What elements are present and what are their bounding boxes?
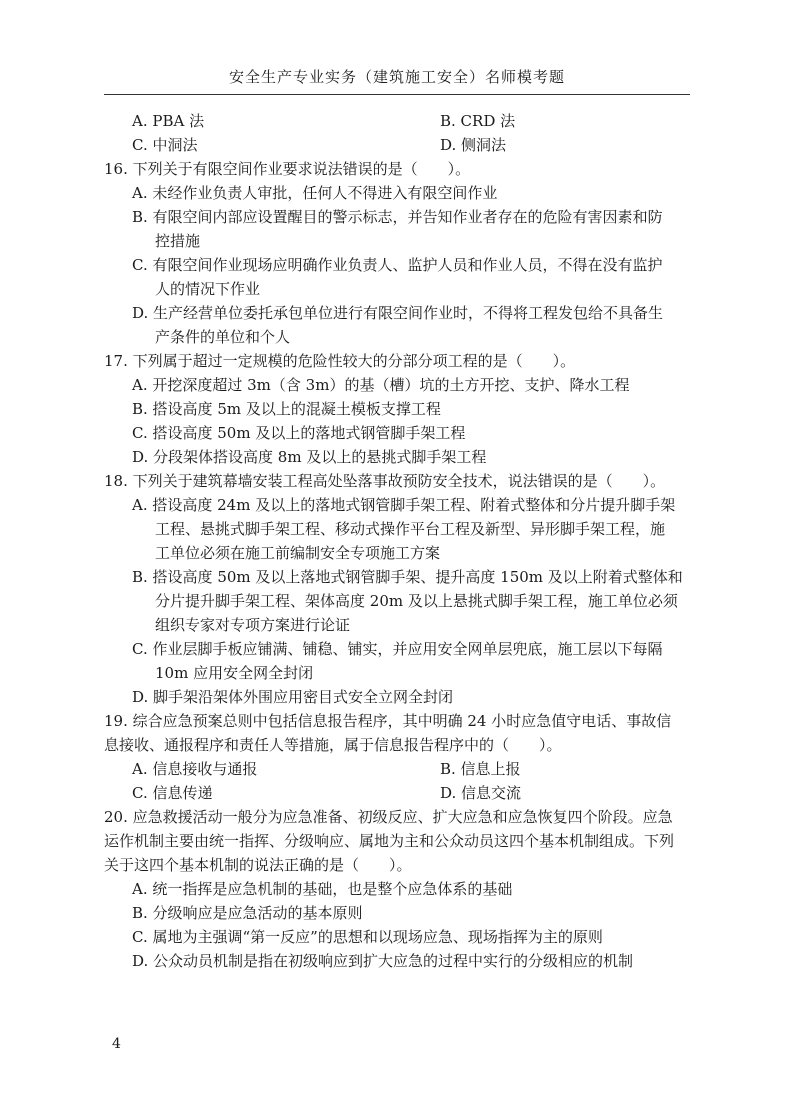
q15-option-d: D. 侧洞法 bbox=[440, 136, 507, 154]
q18-option-b-line3: 组织专家对专项方案进行论证 bbox=[155, 616, 351, 634]
q19-option-c: C. 信息传递 bbox=[132, 784, 213, 802]
q15-option-a: A. PBA 法 bbox=[132, 112, 205, 130]
q16-option-c-line2: 人的情况下作业 bbox=[155, 280, 261, 298]
q18-option-a-line1: A. 搭设高度 24m 及以上的落地式钢管脚手架工程、附着式整体和分片提升脚手架 bbox=[132, 496, 676, 514]
q20-option-d: D. 公众动员机制是指在初级响应到扩大应急的过程中实行的分级相应的机制 bbox=[132, 952, 634, 970]
q19-option-a: A. 信息接收与通报 bbox=[132, 760, 258, 778]
q16-option-d-line2: 产条件的单位和个人 bbox=[155, 328, 291, 346]
q16-option-a: A. 未经作业负责人审批，任何人不得进入有限空间作业 bbox=[132, 184, 498, 202]
q20-option-c: C. 属地为主强调“第一反应”的思想和以现场应急、现场指挥为主的原则 bbox=[132, 928, 603, 946]
q18-option-a-line3: 工单位必须在施工前编制安全专项施工方案 bbox=[155, 544, 441, 562]
q20-stem-line1: 20. 应急救援活动一般分为应急准备、初级反应、扩大应急和应急恢复四个阶段。应急 bbox=[104, 808, 673, 826]
q18-option-b-line2: 分片提升脚手架工程、架体高度 20m 及以上悬挑式脚手架工程，施工单位必须 bbox=[155, 592, 678, 610]
q18-option-d: D. 脚手架沿架体外围应用密目式安全立网全封闭 bbox=[132, 688, 454, 706]
q17-stem: 17. 下列属于超过一定规模的危险性较大的分部分项工程的是（ ）。 bbox=[104, 352, 576, 370]
q15-option-b: B. CRD 法 bbox=[440, 112, 516, 130]
q16-option-b-line2: 控措施 bbox=[155, 232, 201, 250]
q20-option-a: A. 统一指挥是应急机制的基础，也是整个应急体系的基础 bbox=[132, 880, 513, 898]
q17-option-c: C. 搭设高度 50m 及以上的落地式钢管脚手架工程 bbox=[132, 424, 466, 442]
q20-stem-line3: 关于这四个基本机制的说法正确的是（ ）。 bbox=[104, 856, 412, 874]
q20-stem-line2: 运作机制主要由统一指挥、分级响应、属地为主和公众动员这四个基本机制组成。下列 bbox=[104, 832, 675, 850]
header-divider bbox=[104, 94, 690, 95]
q16-option-c-line1: C. 有限空间作业现场应明确作业负责人、监护人员和作业人员，不得在没有监护 bbox=[132, 256, 663, 274]
q18-option-a-line2: 工程、悬挑式脚手架工程、移动式操作平台工程及新型、异形脚手架工程，施 bbox=[155, 520, 666, 538]
q17-option-d: D. 分段架体搭设高度 8m 及以上的悬挑式脚手架工程 bbox=[132, 448, 487, 466]
q18-option-c-line1: C. 作业层脚手板应铺满、铺稳、铺实，并应用安全网单层兜底，施工层以下每隔 bbox=[132, 640, 663, 658]
q20-option-b: B. 分级响应是应急活动的基本原则 bbox=[132, 904, 363, 922]
q16-stem: 16. 下列关于有限空间作业要求说法错误的是（ ）。 bbox=[104, 160, 471, 178]
q16-option-d-line1: D. 生产经营单位委托承包单位进行有限空间作业时，不得将工程发包给不具备生 bbox=[132, 304, 664, 322]
q18-stem: 18. 下列关于建筑幕墙安装工程高处坠落事故预防安全技术，说法错误的是（ ）。 bbox=[104, 472, 666, 490]
page-header-title: 安全生产专业实务（建筑施工安全）名师模考题 bbox=[228, 68, 565, 86]
page-number: 4 bbox=[112, 1036, 121, 1052]
q15-option-c: C. 中洞法 bbox=[132, 136, 198, 154]
q19-option-d: D. 信息交流 bbox=[440, 784, 522, 802]
q18-option-b-line1: B. 搭设高度 50m 及以上落地式钢管脚手架、提升高度 150m 及以上附着式整体和 bbox=[132, 568, 683, 586]
q18-option-c-line2: 10m 应用安全网全封闭 bbox=[155, 664, 314, 682]
q19-stem-line1: 19. 综合应急预案总则中包括信息报告程序，其中明确 24 小时应急值守电话、事故信 bbox=[104, 712, 672, 730]
q19-stem-line2: 息接收、通报程序和责任人等措施，属于信息报告程序中的（ ）。 bbox=[104, 736, 562, 754]
q17-option-b: B. 搭设高度 5m 及以上的混凝土模板支撑工程 bbox=[132, 400, 441, 418]
q17-option-a: A. 开挖深度超过 3m（含 3m）的基（槽）坑的土方开挖、支护、降水工程 bbox=[132, 376, 630, 394]
q16-option-b-line1: B. 有限空间内部应设置醒目的警示标志，并告知作业者存在的危险有害因素和防 bbox=[132, 208, 663, 226]
q19-option-b: B. 信息上报 bbox=[440, 760, 521, 778]
